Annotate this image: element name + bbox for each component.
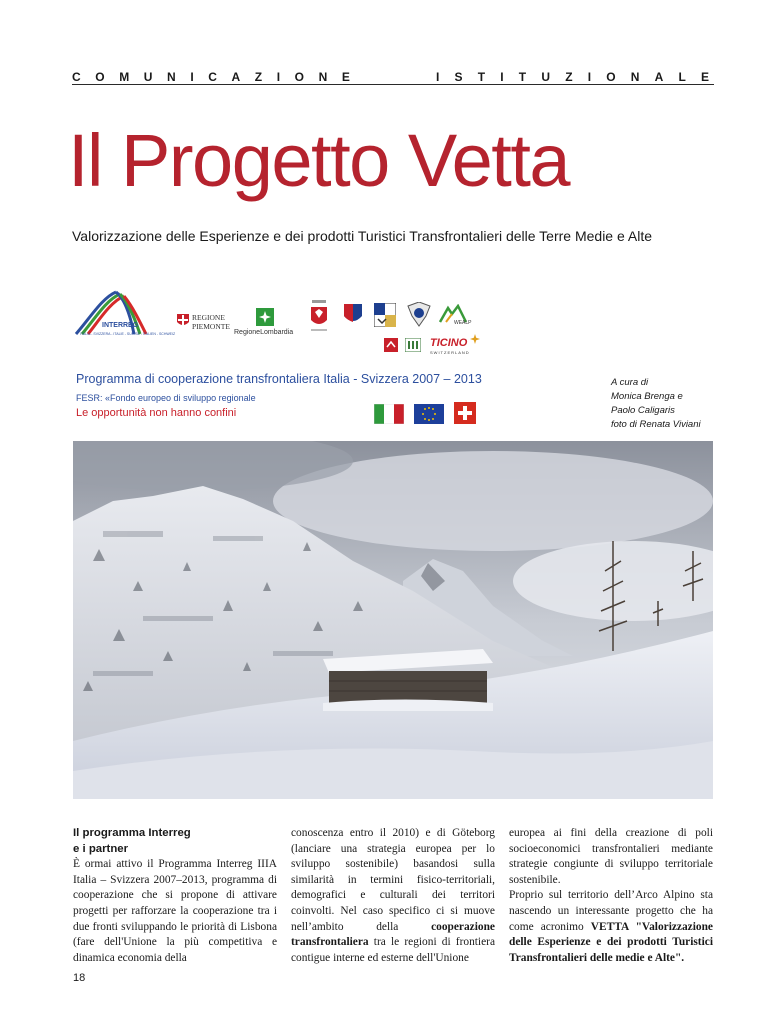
credits-line: Monica Brenga e: [611, 391, 683, 402]
body-paragraph: [509, 888, 713, 966]
credits-line: Paolo Caligaris: [611, 405, 675, 416]
ticino-label: TICINO: [430, 337, 468, 349]
section-heading-line-1: Il programma Interreg: [73, 827, 191, 839]
eu-flag-icon: [414, 404, 444, 424]
body-text: tra le regioni di frontiera contigue interne ed esterne dell'Unione: [291, 936, 495, 964]
article-column-1: [73, 826, 277, 966]
page-number: 18: [73, 972, 86, 984]
body-paragraph: [291, 826, 495, 966]
body-bold-text: VETTA "Valorizzazione delle Esperienze e dei prodotti Turistici Transfrontalieri delle medie e Alte".: [509, 920, 713, 964]
lombardia-rose-icon: [256, 308, 274, 326]
interreg-sublabel: ITALIA - SVIZZERA - ITALIE - SUISSE - ITALIEN - SCHWEIZ: [80, 332, 176, 336]
program-title: Programma di cooperazione transfrontaliera Italia - Svizzera 2007 – 2013: [76, 372, 482, 386]
snowy-mountain-hut-photo: [73, 441, 713, 799]
provincia-coat-of-arms-icon: [310, 300, 328, 334]
cai-badge-icon: [406, 302, 432, 328]
article-title: Il Progetto Vetta: [68, 119, 570, 202]
program-fesr: FESR: «Fondo europeo di sviluppo regionale: [76, 393, 256, 403]
wealp-label: WEALP: [454, 320, 472, 326]
body-text: Proprio sul territorio dell’Arco Alpino sta nascendo un interessante progetto che ha come acronimo: [509, 889, 713, 933]
ticino-star-icon: [470, 334, 480, 344]
article-subtitle: Valorizzazione delle Esperienze e dei prodotti Turistici Transfrontalieri delle Terre Medie e Alte: [72, 228, 653, 244]
body-text: conoscenza entro il 2010) e di Göteborg (lanciare una strategia europea per lo sviluppo sostenibile) basandosi sulla similarità in termini fisico-territoriali, demografici e culturali dei territori coinvolti. Nel caso specifico ci si muove nell’ambito della: [291, 827, 495, 933]
body-paragraph: È ormai attivo il Programma Interreg IIIA Italia – Svizzera 2007–2013, programma di cooperazione che si propone di attivare progetti per rafforzare la cooperazione tra i due fronti sviluppando le priorità di Lisbona (fare dell'Unione la più competitiva e dinamica economia della: [73, 858, 277, 964]
partner-logo-banner: [72, 282, 512, 432]
piemonte-label-2: PIEMONTE: [192, 322, 230, 331]
ticino-sublabel: SWITZERLAND: [430, 350, 470, 355]
credits-line: foto di Renata Viviani: [611, 419, 701, 430]
piemonte-label-1: REGIONE: [192, 313, 225, 322]
section-kicker-left: COMUNICAZIONE: [72, 70, 365, 84]
section-kicker-right: ISTITUZIONALE: [436, 70, 725, 84]
section-heading-line-2: e i partner: [73, 842, 129, 855]
article-credits: [611, 376, 701, 432]
lombardia-label: RegioneLombardia: [234, 329, 294, 336]
body-bold-text: cooperazione transfrontaliera: [291, 920, 495, 949]
article-column-2: [291, 826, 495, 966]
shield-red-blue-icon: [344, 304, 362, 326]
green-bars-logo-icon: [405, 338, 421, 352]
piemonte-shield-icon: [177, 314, 189, 328]
body-paragraph: europea ai fini della creazione di poli socioeconomici transfrontalieri mediante strategie congiunte di sviluppo territoriale sostenibile.: [509, 827, 713, 886]
interreg-label: INTERREG: [102, 322, 139, 329]
switzerland-flag-icon: [454, 402, 476, 424]
credits-line: A cura di: [611, 377, 649, 388]
red-square-logo-icon: [384, 338, 398, 352]
article-column-3: [509, 826, 713, 966]
shield-grisons-icon: [374, 303, 396, 327]
header-rule: [72, 84, 714, 85]
italy-flag-icon: [374, 404, 404, 424]
program-tagline: Le opportunità non hanno confini: [76, 407, 237, 419]
